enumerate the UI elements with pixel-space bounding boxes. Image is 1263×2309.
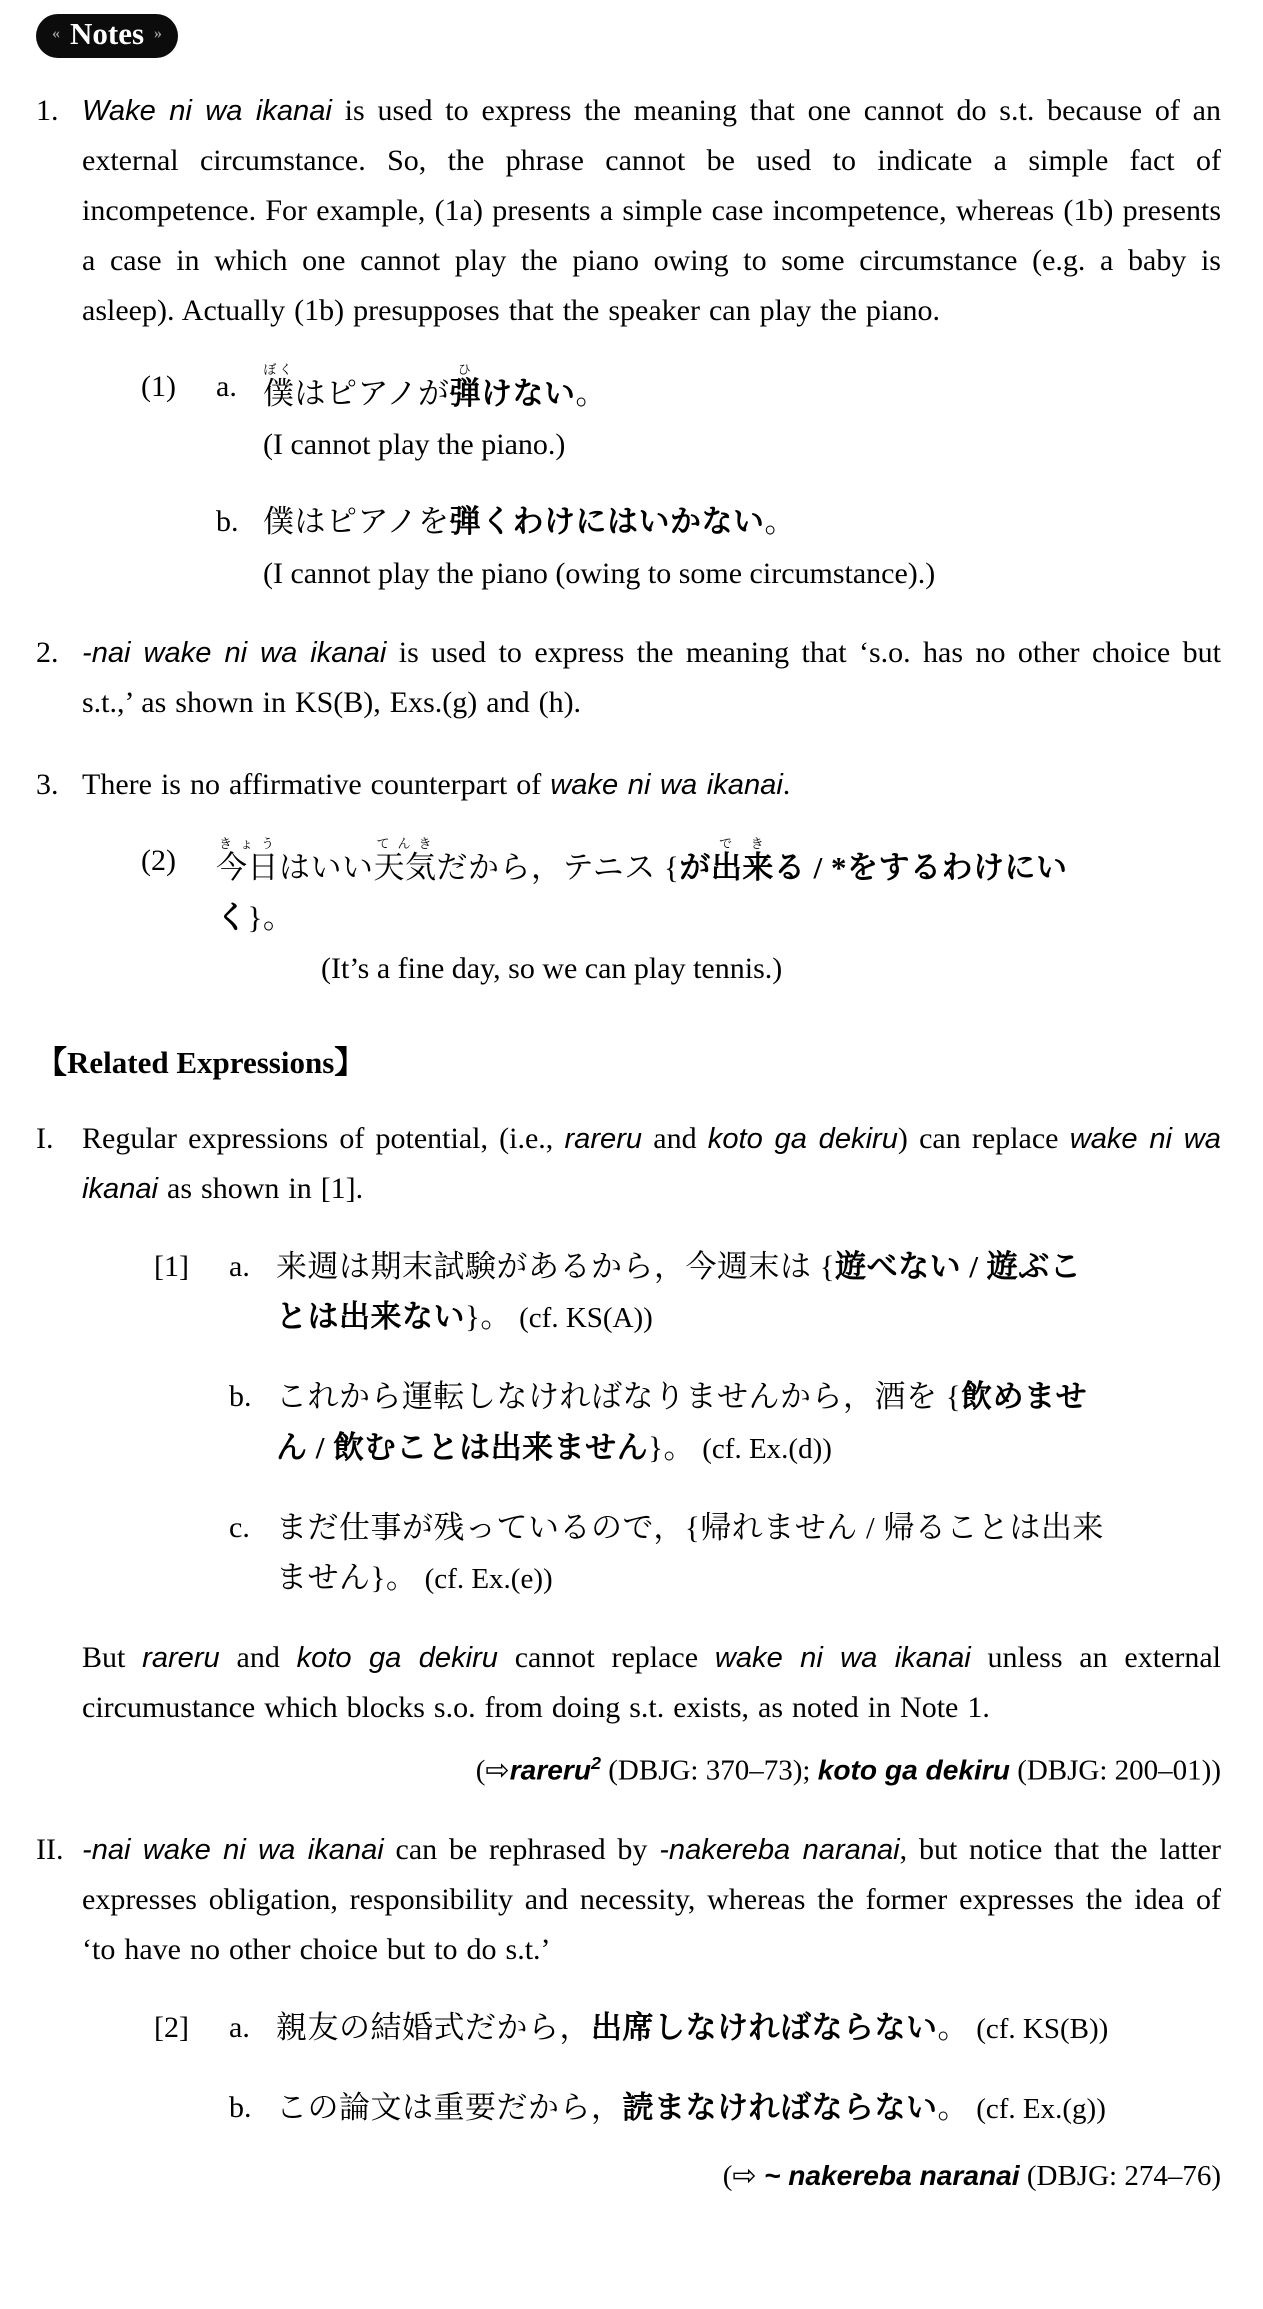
note-item-3 <box>36 760 1221 810</box>
but-paragraph <box>36 1633 1221 1733</box>
related-item-I <box>36 1114 1221 1214</box>
example-bracket2b-japanese: この論文は重要だから，読まなければならない。 (cf. Ex.(g)) <box>276 2090 1106 2126</box>
example-1a-translation: (I cannot play the piano.) <box>263 428 566 462</box>
example-label-spacer <box>154 1372 229 1472</box>
but-paragraph-text: But rareru and koto ga dekiru cannot replace wake ni wa ikanai unless an external circumustance which blocks s.o. from doing s.t. exists, as noted in Note 1. <box>82 1641 1221 1725</box>
example-1b-row <box>141 497 1221 595</box>
note-text: Wake ni wa ikanai is used to express the meaning that one cannot do s.t. because of an external circumstance. So, the phrase cannot be used to indicate a simple fact of incompetence. For example, (1a) presents a simple case incompetence, whereas (1b) presents a case in which one cannot play the piano owing to some circumstance (e.g. a baby is asleep). Actually (1b) presupposes that the speaker can play the piano. <box>82 94 1221 328</box>
example-letter: a. <box>216 370 237 404</box>
example-label: (1) <box>141 370 176 404</box>
example-group-bracket2 <box>36 2003 1221 2133</box>
example-bracket1a-row <box>154 1242 1221 1342</box>
example-group-bracket1 <box>36 1242 1221 1603</box>
example-bracket2a-row <box>154 2003 1221 2053</box>
example-content <box>263 362 1221 467</box>
related-expressions-heading: 【Related Expressions】 <box>36 1044 366 1080</box>
example-1a-japanese: 僕ぼくはピアノが弾ひけない。 <box>263 362 608 412</box>
example-group-2 <box>36 836 1221 991</box>
note-number: 2. <box>36 635 59 669</box>
note-item-1 <box>36 86 1221 336</box>
related-item-number: I. <box>36 1121 54 1155</box>
note-text: -nai wake ni wa ikanai is used to express the meaning that ‘s.o. has no other choice but s.t.,’ as shown in KS(B), Exs.(g) and (h). <box>82 635 1222 719</box>
example-1a-row <box>141 362 1221 467</box>
example-group-1 <box>36 362 1221 595</box>
example-label: (2) <box>141 843 176 877</box>
badge-ornament-left-icon: « <box>52 25 60 43</box>
example-bracket1c-row <box>154 1503 1221 1603</box>
example-bracket1a-japanese: 来週は期末試験があるから，今週末は {遊べない / 遊ぶこ とは出来ない}。 (cf. KS(A)) <box>276 1248 1082 1335</box>
example-letter: c. <box>229 1510 250 1544</box>
example-2-japanese: 今日きょうはいい天気てんきだから，テニス {が出来できる / *をするわけにい く}。 <box>216 835 1068 935</box>
example-content <box>276 2003 1221 2053</box>
example-label-spacer <box>141 497 216 595</box>
example-content <box>276 1372 1221 1472</box>
note-item-2 <box>36 628 1221 728</box>
example-2-translation: (It’s a fine day, so we can play tennis.) <box>321 951 783 985</box>
example-bracket1b-row <box>154 1372 1221 1472</box>
note-number: 3. <box>36 767 59 801</box>
example-content <box>276 1242 1221 1342</box>
cross-reference-1: (⇨rareru$^2$ (DBJG: 370–73); koto ga dekiru (DBJG: 200–01)) <box>475 1752 1221 1787</box>
notes-badge <box>36 14 178 58</box>
example-label: [2] <box>154 2010 189 2044</box>
example-letter: b. <box>229 2091 252 2125</box>
cross-reference-2: (⇨ ~ nakereba naranai (DBJG: 274–76) <box>722 2158 1221 2193</box>
example-letter: b. <box>216 505 239 539</box>
badge-ornament-right-icon: » <box>154 25 163 43</box>
example-letter: a. <box>229 1249 250 1283</box>
example-content <box>276 1503 1221 1603</box>
related-item-text: -nai wake ni wa ikanai can be rephrased by -nakereba naranai, but notice that the latter expresses obligation, responsibility and necessity, whereas the former expresses the idea of ‘to have no other choice but to do s.t.’ <box>82 1832 1221 1966</box>
example-label-spacer <box>154 1503 229 1603</box>
note-text: There is no affirmative counterpart of wake ni wa ikanai. <box>82 767 791 801</box>
example-content <box>263 497 1221 595</box>
paragraph-number-spacer <box>36 1633 82 1733</box>
example-bracket1b-japanese: これから運転しなければなりませんから，酒を {飲めませ ん / 飲むことは出来ません}。 (cf. Ex.(d)) <box>276 1379 1088 1465</box>
related-item-text: Regular expressions of potential, (i.e., rareru and koto ga dekiru) can replace wake ni wa ikanai as shown in [1]. <box>82 1121 1221 1205</box>
example-2-row <box>141 836 1221 991</box>
example-content <box>216 836 1221 991</box>
example-bracket1c-japanese: まだ仕事が残っているので，{帰れません / 帰ることは出来 ません}。 (cf. Ex.(e)) <box>276 1509 1104 1596</box>
example-bracket2a-japanese: 親友の結婚式だから，出席しなければならない。 (cf. KS(B)) <box>276 2009 1109 2045</box>
related-item-II <box>36 1825 1221 1975</box>
example-1b-translation: (I cannot play the piano (owing to some circumstance).) <box>263 556 936 590</box>
example-1b-japanese: 僕はピアノを弾くわけにはいかない。 <box>263 504 797 540</box>
example-content <box>276 2083 1221 2133</box>
related-item-number: II. <box>36 1832 64 1866</box>
example-letter: b. <box>229 1380 252 1414</box>
arrow-right-icon: ⇨ <box>732 2158 757 2193</box>
note-number: 1. <box>36 94 59 128</box>
example-label: [1] <box>154 1249 189 1283</box>
arrow-right-icon: ⇨ <box>485 1752 510 1787</box>
notes-badge-label: Notes <box>70 16 145 51</box>
example-letter: a. <box>229 2010 250 2044</box>
example-bracket2b-row <box>154 2083 1221 2133</box>
example-label-spacer <box>154 2083 229 2133</box>
